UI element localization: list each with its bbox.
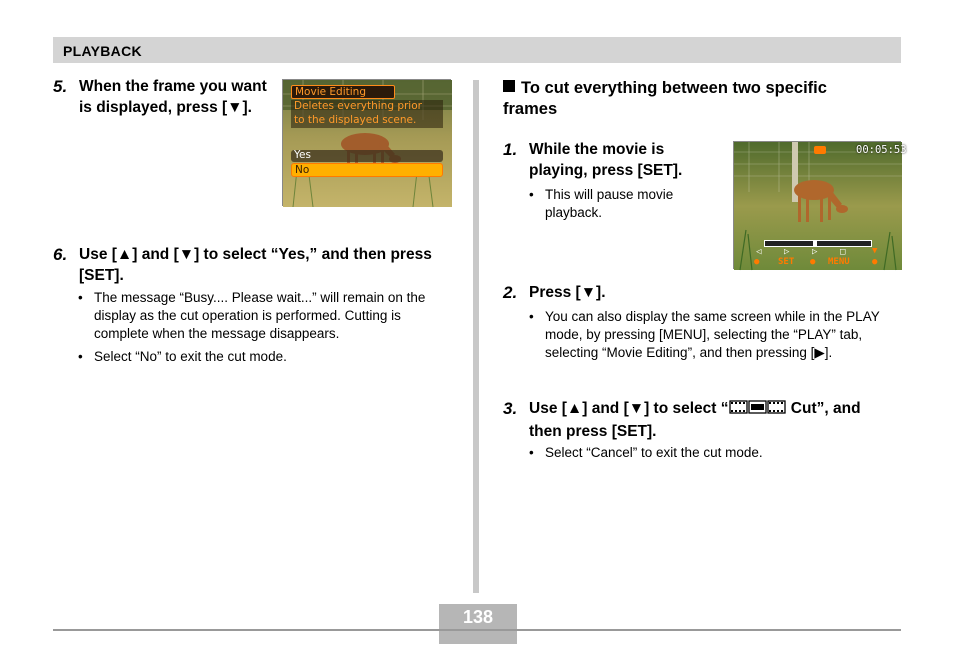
dialog-message-line-1: Deletes everything prior (294, 100, 422, 112)
option-no-selected[interactable] (291, 163, 443, 177)
dialog-message-box (291, 100, 443, 128)
camera-screen-movie-editing (282, 79, 451, 206)
step-text-after: Cut”, and then press [SET]. (529, 400, 861, 440)
bullet-busy-message: • The message “Busy.... Please wait...” will remain on the display as the cut operation is performed. Cutting is complete when the message disappears. (78, 289, 458, 343)
footer-tab (439, 631, 517, 644)
step-text: Use [▲] and [▼] to select “Yes,” and then press [SET]. (79, 246, 432, 284)
camera-screen-playback (733, 141, 907, 269)
page-number: 138 (462, 607, 494, 627)
frame-forward-icon: ▷ (812, 247, 818, 257)
step-number: 6. (53, 245, 68, 264)
step-text (529, 399, 889, 442)
down-arrow-icon: ▼ (872, 246, 878, 256)
section-heading-text: To cut everything between two specific frames (503, 79, 827, 118)
bullet-menu-alternative: • You can also display the same screen while in the PLAY mode, by pressing [MENU], selecting the “PLAY” tab, selecting “Movie Editing”, and then pressing [▶]. (529, 308, 889, 362)
option-yes-label: Yes (294, 149, 311, 161)
bullet-select-no: • Select “No” to exit the cut mode. (78, 348, 458, 366)
option-no-label: No (295, 164, 310, 176)
step-number: 5. (53, 77, 68, 96)
dialog-message-line-2: to the displayed scene. (294, 114, 417, 126)
timecode: 00:05:53 (856, 144, 907, 156)
down-button-icon: ● (872, 257, 878, 267)
dialog-title: Movie Editing (295, 86, 366, 98)
page-number-box (439, 604, 517, 630)
step-text: Press [▼]. (529, 284, 606, 301)
step-text: While the movie is playing, press [SET]. (529, 141, 683, 179)
dialog-title-bar (291, 85, 395, 99)
movie-mode-icon (814, 146, 826, 154)
option-yes[interactable] (291, 150, 443, 162)
section-heading (503, 78, 883, 120)
section-header-bar (53, 37, 901, 63)
progress-bar (764, 240, 872, 247)
set-label: SET (778, 257, 795, 267)
step-number: 2. (503, 283, 518, 302)
play-icon: ▷ (784, 247, 790, 257)
film-frames-cut-icon (729, 399, 787, 422)
square-bullet-icon (503, 80, 515, 92)
button-legend (754, 258, 894, 269)
section-title: PLAYBACK (63, 43, 142, 59)
frame-back-icon: ◁ (756, 247, 762, 257)
step-text: When the frame you want is displayed, press [▼]. (79, 78, 267, 116)
stop-icon: □ (840, 247, 846, 257)
right-button-icon: ● (810, 257, 816, 267)
left-button-icon: ● (754, 257, 760, 267)
menu-label: MENU (828, 257, 850, 267)
step-text-before: Use [▲] and [▼] to select “ (529, 400, 729, 417)
step-number: 1. (503, 140, 518, 159)
bullet-pause-playback: • This will pause movie playback. (529, 186, 714, 222)
step-number: 3. (503, 399, 518, 418)
bullet-select-cancel: • Select “Cancel” to exit the cut mode. (529, 444, 889, 462)
column-divider (473, 80, 479, 593)
progress-marker (813, 241, 817, 246)
